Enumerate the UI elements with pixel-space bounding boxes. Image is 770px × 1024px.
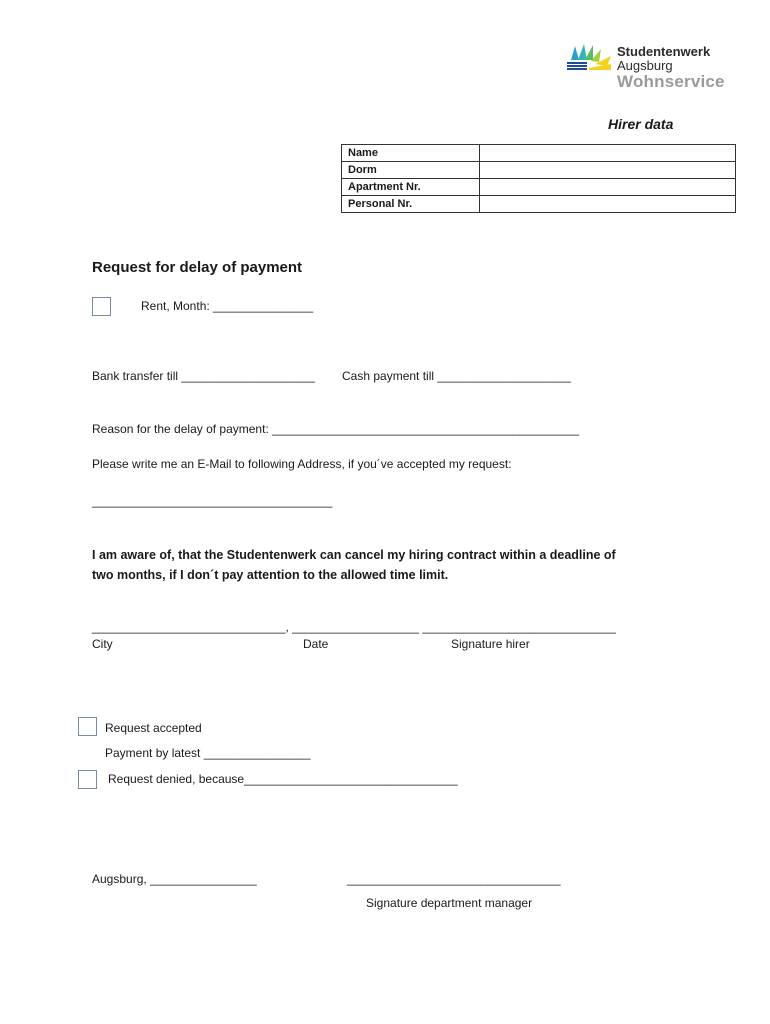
hirer-label-personal: Personal Nr. (342, 196, 480, 213)
reason-field[interactable]: Reason for the delay of payment: ______________________________________________ (92, 422, 580, 436)
hirer-dorm-field[interactable] (480, 162, 736, 179)
logo-text-augsburg: Augsburg (617, 58, 673, 73)
awareness-line-1: I am aware of, that the Studentenwerk can cancel my hiring contract within a deadline of (92, 548, 616, 562)
studentenwerk-logo-icon (567, 44, 613, 72)
hirer-label-name: Name (342, 145, 480, 162)
hirer-label-apartment: Apartment Nr. (342, 179, 480, 196)
hirer-data-title: Hirer data (608, 116, 674, 132)
date-label: Date (303, 637, 329, 651)
table-row (342, 196, 736, 213)
logo-text-wohnservice: Wohnservice (617, 72, 725, 91)
manager-signature-label: Signature department manager (366, 896, 533, 910)
rent-month-label: Rent, Month: _______________ (141, 299, 314, 313)
form-heading: Request for delay of payment (92, 259, 303, 276)
awareness-paragraph (92, 545, 616, 585)
manager-signature-line[interactable]: ________________________________ (347, 872, 561, 886)
request-accepted-checkbox[interactable] (78, 717, 97, 736)
hirer-apartment-field[interactable] (480, 179, 736, 196)
email-request-text: Please write me an E-Mail to following Address, if you´ve accepted my request: (92, 457, 512, 471)
bank-transfer-field[interactable]: Bank transfer till ____________________ (92, 369, 315, 383)
hirer-name-field[interactable] (480, 145, 736, 162)
rent-checkbox[interactable] (92, 297, 111, 316)
payment-by-latest-field[interactable]: Payment by latest ________________ (105, 746, 311, 760)
awareness-line-2: two months, if I don´t pay attention to the allowed time limit. (92, 568, 449, 582)
request-denied-checkbox[interactable] (78, 770, 97, 789)
hirer-data-table (341, 144, 736, 213)
city-date-signature-line[interactable]: _____________________________, ___________________ _____________________________ (92, 620, 616, 634)
city-label: City (92, 637, 113, 651)
table-row (342, 179, 736, 196)
request-accepted-label: Request accepted (105, 721, 202, 735)
augsburg-date-field[interactable]: Augsburg, ________________ (92, 872, 257, 886)
request-denied-field[interactable]: Request denied, because________________________________ (108, 772, 458, 786)
table-row (342, 145, 736, 162)
cash-payment-field[interactable]: Cash payment till ____________________ (342, 369, 571, 383)
logo-text-studentenwerk: Studentenwerk (617, 44, 711, 59)
signature-hirer-label: Signature hirer (451, 637, 530, 651)
table-row (342, 162, 736, 179)
hirer-personal-field[interactable] (480, 196, 736, 213)
hirer-label-dorm: Dorm (342, 162, 480, 179)
email-field[interactable]: ____________________________________ (92, 494, 333, 508)
